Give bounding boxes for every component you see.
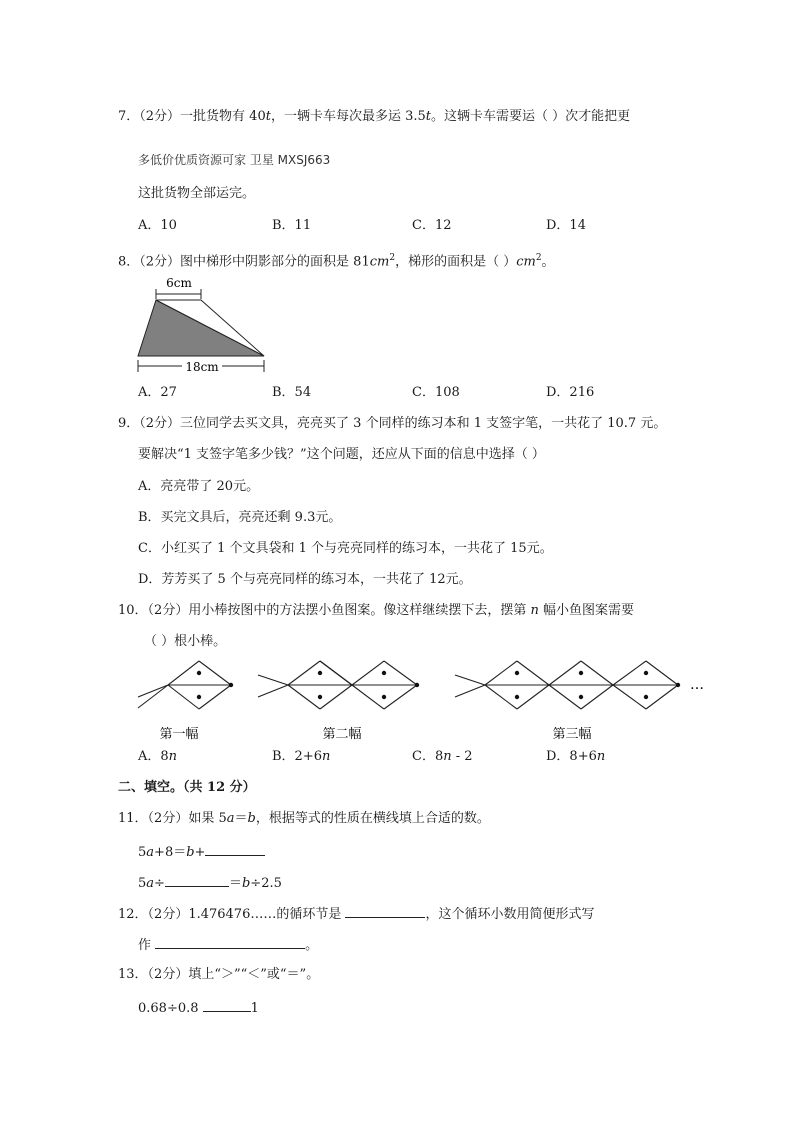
q10-stem-part: 幅小鱼图案需要 (538, 603, 634, 618)
q10-option-c[interactable] (412, 747, 473, 767)
q12-stem-continued (138, 934, 318, 956)
fish-figure-1-label: 第一幅 (159, 727, 199, 742)
q13-answer-blank[interactable] (203, 997, 251, 1012)
fish-figure-2 (258, 661, 417, 709)
q7-unit: t (265, 109, 271, 124)
fish-eye-dot (382, 671, 386, 675)
fish-eye-dot (579, 695, 583, 699)
q8-unit-exponent: 2 (389, 253, 396, 263)
fish-eye-dot (229, 683, 233, 687)
q10-option-variable: n (322, 749, 331, 764)
q11-equation-part: + (194, 845, 206, 860)
q10-option-text: B．2+6 (272, 749, 322, 764)
q7-stem (118, 107, 630, 127)
q11-equation-part: 5 (138, 876, 147, 891)
fish-eye-dot (318, 671, 322, 675)
q8-unit-exponent: 2 (535, 253, 542, 263)
q7-unit: t (425, 109, 431, 124)
q8-unit: cm (516, 254, 536, 270)
q7-stem-part: ，一辆卡车每次最多运 3.5 (270, 109, 426, 124)
q10-option-text: C．8 (412, 749, 444, 764)
q10-option-text: - 2 (451, 749, 473, 764)
q11-equation-1 (138, 841, 265, 863)
q11-variable: b (247, 811, 256, 826)
watermark-text: 多低价优质资源可家 卫星 MXSJ663 (138, 153, 331, 167)
fish-eye-dot (197, 671, 201, 675)
q11-equation-part: ÷ (154, 876, 165, 891)
fish-eye-dot (415, 683, 419, 687)
q7-option-b[interactable]: B．11 (272, 218, 312, 233)
q10-stem-continued: （ ）根小棒。 (144, 634, 227, 649)
q10-stem (118, 601, 634, 621)
q12-answer-blank-1[interactable] (345, 903, 425, 918)
q10-option-text: D．8+6 (546, 749, 597, 764)
fish-eye-dot (197, 695, 201, 699)
q8-stem-part: 。 (541, 254, 555, 270)
fish-figure-1 (138, 661, 231, 709)
top-length-label: 6cm (166, 276, 192, 290)
q12-answer-blank-2[interactable] (155, 934, 305, 949)
q10-variable: n (530, 603, 539, 618)
q9-option-d[interactable]: D．芳芳买了 5 个与亮亮同样的练习本，一共花了 12元。 (138, 572, 472, 587)
q10-option-text: A．8 (138, 749, 169, 764)
q11-equation-part: ＝ (228, 876, 242, 891)
q7-stem-continued: 这批货物全部运完。 (138, 186, 256, 201)
q8-stem-part: 8．（2分）图中梯形中阴影部分的面积是 81 (118, 254, 370, 270)
trapezoid-figure (132, 272, 272, 378)
fish-eye-dot (579, 671, 583, 675)
fish-figure-2-label: 第二幅 (322, 727, 362, 742)
q10-option-d[interactable] (546, 747, 605, 767)
q11-variable: b (241, 876, 251, 891)
fish-pattern-figure (130, 650, 720, 750)
q11-stem-part: ，根据等式的性质在横线填上合适的数。 (255, 811, 490, 826)
fish-eye-dot (644, 671, 648, 675)
q11-equation-2 (138, 872, 282, 894)
bottom-length-label: 18cm (185, 360, 219, 374)
q7-option-c[interactable]: C．12 (412, 218, 452, 233)
q11-variable: a (146, 845, 155, 860)
fish-figure-3-label: 第三幅 (552, 727, 592, 742)
q10-option-a[interactable] (138, 747, 177, 767)
q8-option-d[interactable]: D．216 (546, 385, 595, 400)
fish-eye-dot (318, 695, 322, 699)
q12-stem-part: ，这个循环小数用简便形式写 (425, 907, 595, 922)
q7-stem-part: 。这辆卡车需要运（ ）次才能把更 (431, 109, 631, 124)
q8-option-c[interactable]: C．108 (412, 385, 460, 400)
q11-answer-blank-1[interactable] (205, 841, 265, 856)
q10-option-variable: n (168, 749, 178, 764)
q9-option-c[interactable]: C．小红买了 1 个文具袋和 1 个与亮亮同样的练习本，一共花了 15元。 (138, 541, 553, 556)
q7-option-d[interactable]: D．14 (546, 218, 586, 233)
fish-eye-dot (676, 683, 680, 687)
q8-option-b[interactable]: B．54 (272, 385, 312, 400)
q9-option-b[interactable]: B．买完文具后，亮亮还剩 9.3元。 (138, 510, 342, 525)
q9-stem-continued: 要解决“1 支签字笔多少钱？”这个问题，还应从下面的信息中选择（ ） (138, 447, 545, 462)
section-2-heading: 二、填空。（共 12 分） (118, 780, 256, 795)
q12-stem-part: 12．（2分）1.476476……的循环节是 (118, 907, 346, 922)
q11-answer-blank-2[interactable] (165, 872, 229, 887)
q11-equation-part: ÷2.5 (250, 876, 282, 891)
q7-option-a[interactable]: A．10 (138, 218, 177, 233)
q10-option-variable: n (443, 749, 452, 764)
q13-expression-part: 0.68÷0.8 (138, 1001, 203, 1016)
fish-eye-dot (515, 671, 519, 675)
q11-equation-part: 5 (138, 845, 147, 860)
fish-figure-3 (455, 661, 678, 709)
q10-option-variable: n (596, 749, 606, 764)
q7-stem-part: 7．（2分）一批货物有 40 (118, 109, 266, 124)
q9-option-a[interactable]: A．亮亮带了 20元。 (138, 479, 260, 494)
fish-eye-dot (644, 695, 648, 699)
q8-unit: cm (369, 254, 390, 270)
q8-stem-part: ，梯形的面积是（ ） (395, 254, 517, 270)
q10-stem-part: 10．（2分）用小棒按图中的方法摆小鱼图案。像这样继续摆下去，摆第 (118, 603, 531, 618)
q8-stem (118, 248, 555, 272)
q12-stem-part: 作 (138, 938, 156, 953)
q11-variable: a (226, 811, 235, 826)
fish-pattern-ellipsis: … (690, 677, 704, 693)
q11-variable: a (146, 876, 155, 891)
q13-expression-part: 1 (250, 1001, 259, 1016)
q13-stem: 13．（2分）填上“＞”“＜”或“＝”。 (118, 967, 320, 982)
q12-stem (118, 903, 595, 925)
fish-eye-dot (382, 695, 386, 699)
q13-expression (138, 997, 259, 1019)
q11-stem-part: 11．（2分）如果 5 (118, 811, 227, 826)
q12-stem-part: 。 (305, 938, 319, 953)
q11-stem (118, 809, 490, 829)
q11-stem-part: ＝ (234, 811, 248, 826)
q9-stem: 9．（2分）三位同学去买文具，亮亮买了 3 个同样的练习本和 1 支签字笔，一共花了 10.7 元。 (118, 416, 667, 431)
q11-equation-part: +8＝ (154, 845, 187, 860)
fish-eye-dot (515, 695, 519, 699)
q10-option-b[interactable] (272, 747, 330, 767)
q11-variable: b (186, 845, 195, 860)
q8-option-a[interactable]: A．27 (138, 385, 177, 400)
